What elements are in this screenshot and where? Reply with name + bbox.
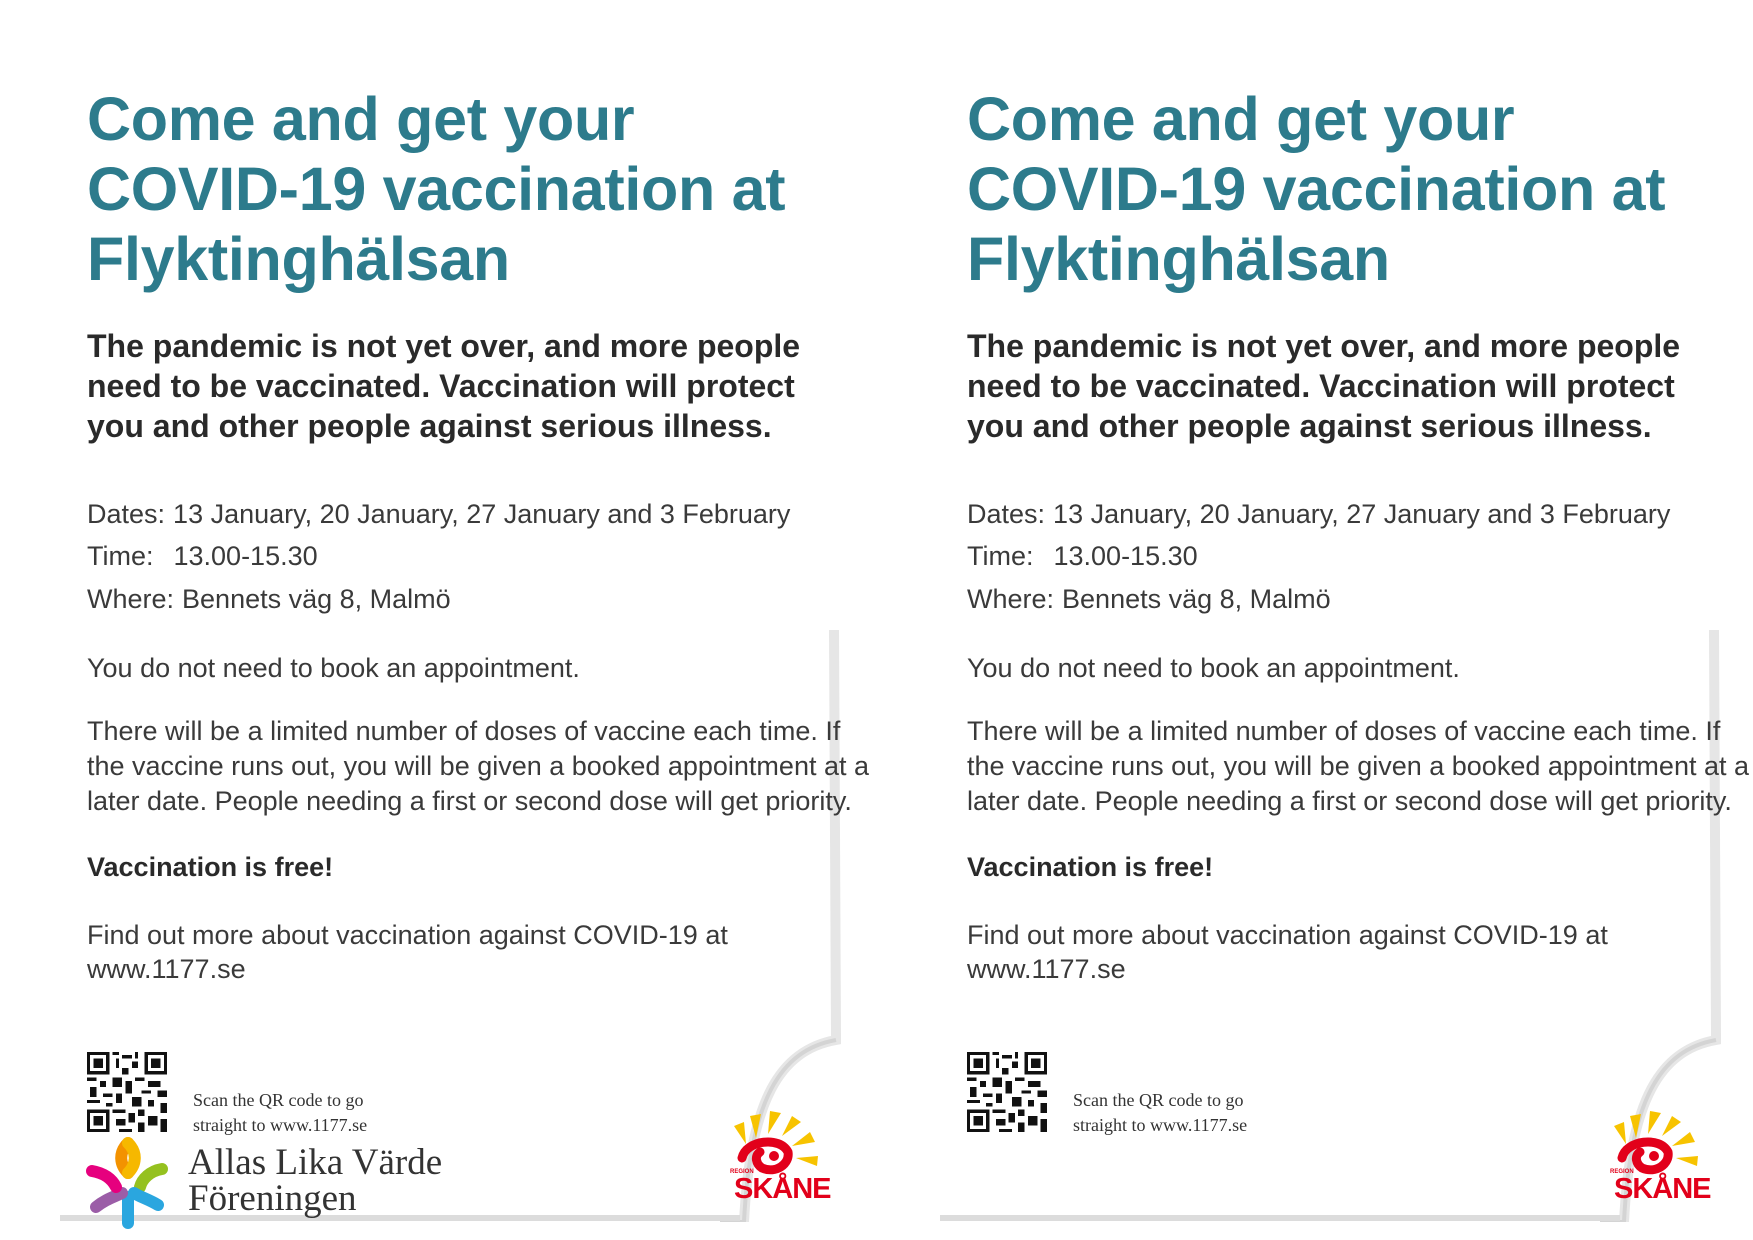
title-line: COVID-19 vaccination at bbox=[87, 155, 786, 223]
title-line: COVID-19 vaccination at bbox=[967, 155, 1666, 223]
time-line bbox=[87, 539, 867, 573]
partner-name-line: Föreningen bbox=[188, 1178, 357, 1219]
where-label: Where: bbox=[967, 584, 1055, 614]
qr-caption-line: Scan the QR code to go bbox=[1073, 1090, 1244, 1110]
free-line: Vaccination is free! bbox=[967, 852, 1214, 882]
qr-code[interactable] bbox=[87, 1052, 167, 1132]
lead-line: need to be vaccinated. Vaccination will protect bbox=[87, 368, 795, 404]
region-name: SKÅNE bbox=[1614, 1173, 1711, 1205]
more-info-paragraph bbox=[87, 918, 867, 986]
lead-line: need to be vaccinated. Vaccination will protect bbox=[967, 368, 1675, 404]
no-booking-line: You do not need to book an appointment. bbox=[87, 653, 580, 683]
lead-line: you and other people against serious illness. bbox=[967, 408, 1652, 444]
dates-label: Dates: bbox=[967, 499, 1046, 529]
partner-flower-icon bbox=[78, 1135, 178, 1230]
more-info-line: Find out more about vaccination against COVID-19 at bbox=[967, 920, 1608, 950]
qr-caption bbox=[193, 1088, 367, 1138]
time-label: Time: bbox=[967, 541, 1034, 571]
time-value: 13.00-15.30 bbox=[1053, 541, 1198, 571]
doses-line: later date. People needing a first or second dose will get priority. bbox=[967, 786, 1732, 816]
where-line bbox=[967, 582, 1747, 616]
time-line bbox=[967, 539, 1747, 573]
no-booking-text bbox=[967, 651, 1747, 685]
dates-line bbox=[967, 497, 1747, 531]
website-link[interactable]: www.1177.se bbox=[967, 954, 1126, 984]
doses-paragraph bbox=[87, 714, 867, 819]
website-link[interactable]: www.1177.se bbox=[87, 954, 246, 984]
lead-line: The pandemic is not yet over, and more people bbox=[87, 328, 801, 364]
dates-label: Dates: bbox=[87, 499, 166, 529]
free-notice bbox=[87, 850, 867, 884]
qr-caption-line: Scan the QR code to go bbox=[193, 1090, 364, 1110]
qr-caption bbox=[1073, 1088, 1247, 1138]
qr-caption-line: straight to www.1177.se bbox=[193, 1115, 368, 1135]
title-line: Flyktinghälsan bbox=[87, 225, 510, 293]
doses-line: There will be a limited number of doses of vaccine each time. If bbox=[967, 716, 1721, 746]
title-line: Come and get your bbox=[967, 85, 1515, 153]
region-name: SKÅNE bbox=[734, 1173, 831, 1205]
lead-paragraph bbox=[87, 326, 857, 446]
doses-line: the vaccine runs out, you will be given a booked appointment at a bbox=[967, 751, 1749, 781]
lead-line: you and other people against serious illness. bbox=[87, 408, 772, 444]
where-label: Where: bbox=[87, 584, 175, 614]
flyer-left bbox=[0, 0, 870, 1240]
doses-line: the vaccine runs out, you will be given a booked appointment at a bbox=[87, 751, 869, 781]
page-title bbox=[87, 84, 857, 294]
more-info-paragraph bbox=[967, 918, 1747, 986]
dates-value: 13 January, 20 January, 27 January and 3 February bbox=[1053, 499, 1671, 529]
partner-name bbox=[188, 1142, 443, 1219]
page-title bbox=[967, 84, 1737, 294]
region-label: REGION bbox=[1610, 1169, 1634, 1175]
qr-code[interactable] bbox=[967, 1052, 1047, 1132]
no-booking-line: You do not need to book an appointment. bbox=[967, 653, 1460, 683]
title-line: Come and get your bbox=[87, 85, 635, 153]
time-label: Time: bbox=[87, 541, 154, 571]
no-booking-text bbox=[87, 651, 867, 685]
doses-paragraph bbox=[967, 714, 1747, 819]
qr-caption-line: straight to www.1177.se bbox=[1073, 1115, 1248, 1135]
dates-value: 13 January, 20 January, 27 January and 3 February bbox=[173, 499, 791, 529]
time-value: 13.00-15.30 bbox=[173, 541, 318, 571]
flyer-right bbox=[880, 0, 1750, 1240]
partner-name-line: Allas Lika Värde bbox=[188, 1142, 443, 1183]
doses-line: There will be a limited number of doses of vaccine each time. If bbox=[87, 716, 841, 746]
where-value: Bennets väg 8, Malmö bbox=[1062, 584, 1331, 614]
region-label: REGION bbox=[730, 1169, 754, 1175]
allas-lika-varde-logo bbox=[78, 1135, 498, 1230]
lead-line: The pandemic is not yet over, and more people bbox=[967, 328, 1681, 364]
lead-paragraph bbox=[967, 326, 1737, 446]
region-skane-logo bbox=[728, 1108, 838, 1208]
more-info-line: Find out more about vaccination against COVID-19 at bbox=[87, 920, 728, 950]
region-skane-logo bbox=[1608, 1108, 1718, 1208]
where-value: Bennets väg 8, Malmö bbox=[182, 584, 451, 614]
where-line bbox=[87, 582, 867, 616]
doses-line: later date. People needing a first or second dose will get priority. bbox=[87, 786, 852, 816]
free-notice bbox=[967, 850, 1747, 884]
free-line: Vaccination is free! bbox=[87, 852, 334, 882]
title-line: Flyktinghälsan bbox=[967, 225, 1390, 293]
dates-line bbox=[87, 497, 867, 531]
